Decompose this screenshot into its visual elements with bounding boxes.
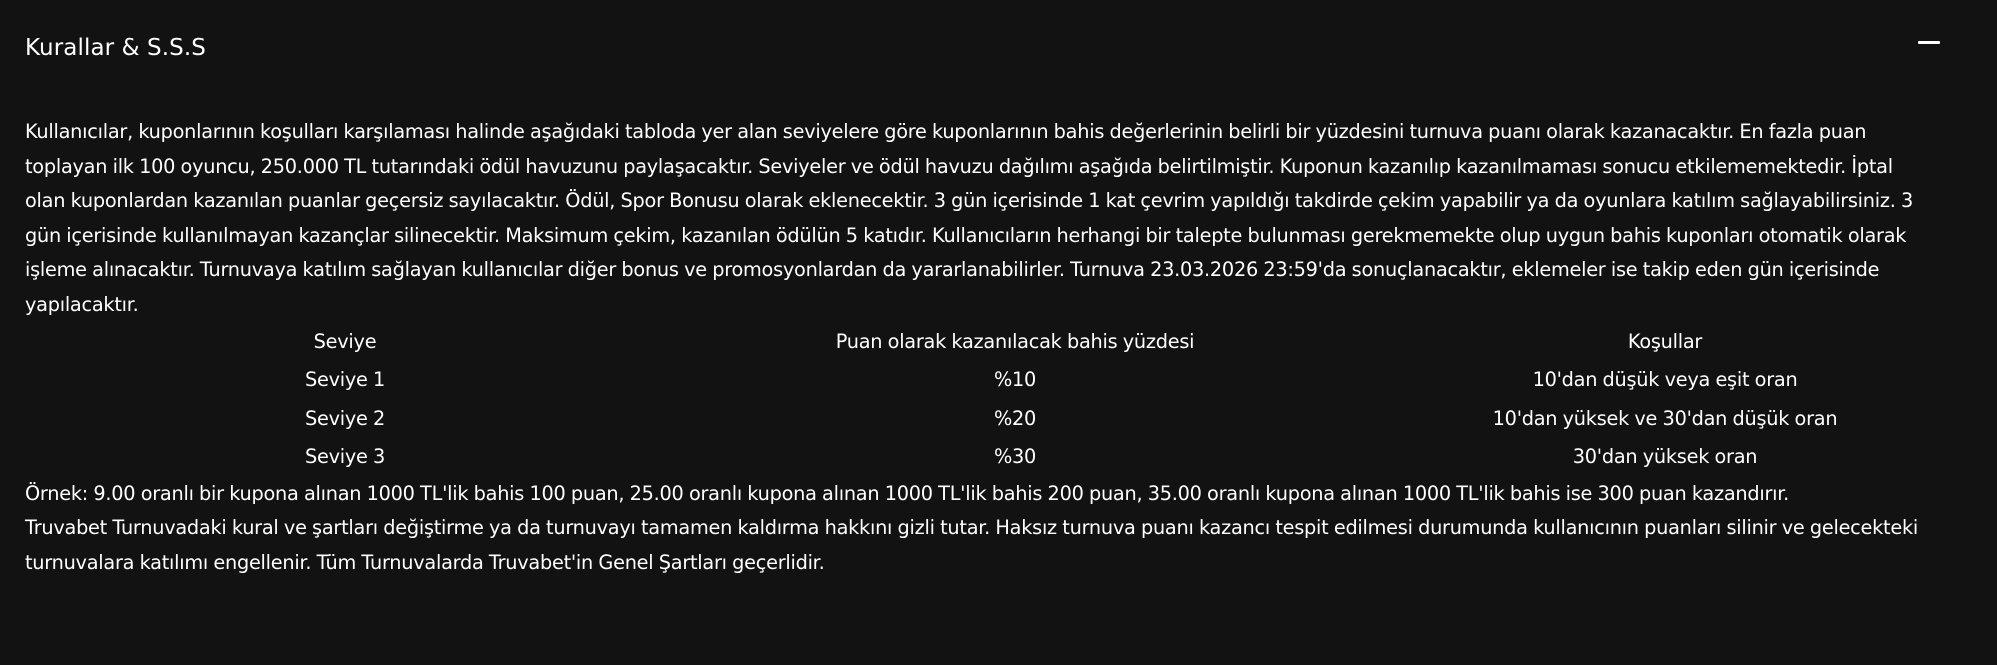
column-header-level: Seviye <box>313 329 377 353</box>
percentage-cell: %10 <box>993 368 1037 392</box>
conditions-cell: 30'dan yüksek oran <box>1572 445 1758 469</box>
level-cell: Seviye 1 <box>304 368 386 392</box>
rules-content <box>25 115 1930 580</box>
table-row <box>25 361 1965 400</box>
column-header-conditions: Koşullar <box>1627 329 1703 353</box>
percentage-cell: %20 <box>993 406 1037 430</box>
rules-intro-paragraph: Kullanıcılar, kuponlarının koşulları karşılaması halinde aşağıdaki tabloda yer alan seviyelere göre kuponlarının bahis değerlerinin belirli bir yüzdesini turnuva puanı olarak kazanacaktır. En fazla puan toplayan ilk 100 oyuncu, 250.000 TL tutarındaki ödül havuzunu paylaşacaktır. Seviyeler ve ödül havuzu dağılımı aşağıda belirtilmiştir. Kuponun kazanılıp kazanılmaması sonucu etkilememektedir. İptal olan kuponlardan kazanılan puanlar geçersiz sayılacaktır. Ödül, Spor Bonusu olarak eklenecektir. 3 gün içerisinde 1 kat çevrim yapıldığı takdirde çekim yapabilir ya da oyunlara katılım sağlayabilirsiniz. 3 gün içerisinde kullanılmayan kazançlar silinecektir. Maksimum çekim, kazanılan ödülün 5 katıdır. Kullanıcıların herhangi bir talepte bulunması gerekmemekte olup uygun bahis kuponları otomatik olarak işleme alınacaktır. Turnuvaya katılım sağlayan kullanıcılar diğer bonus ve promosyonlardan da yararlanabilirler. Turnuva 23.03.2026 23:59'da sonuçlanacaktır, eklemeler ise takip eden gün içerisinde yapılacaktır. <box>25 120 1914 316</box>
levels-table <box>25 323 1965 477</box>
percentage-cell: %30 <box>993 445 1037 469</box>
level-cell: Seviye 3 <box>304 445 386 469</box>
table-row <box>25 438 1965 477</box>
table-header-row <box>25 323 1965 362</box>
disclaimer-paragraph: Truvabet Turnuvadaki kural ve şartları değiştirme ya da turnuvayı tamamen kaldırma hakkını gizli tutar. Haksız turnuva puanı kazancı tespit edilmesi durumunda kullanıcının puanları silinir ve gelecekteki turnuvalara katılımı engellenir. Tüm Turnuvalarda Truvabet'in Genel Şartları geçerlidir. <box>25 516 1919 574</box>
conditions-cell: 10'dan düşük veya eşit oran <box>1532 368 1798 392</box>
accordion-header[interactable] <box>0 0 1997 96</box>
example-paragraph: Örnek: 9.00 oranlı bir kupona alınan 1000 TL'lik bahis 100 puan, 25.00 oranlı kupona alınan 1000 TL'lik bahis 200 puan, 35.00 oranlı kupona alınan 1000 TL'lik bahis ise 300 puan kazandırır. <box>25 481 1790 505</box>
table-row <box>25 400 1965 439</box>
collapse-button[interactable] <box>1914 28 1954 58</box>
level-cell: Seviye 2 <box>304 406 386 430</box>
column-header-percentage: Puan olarak kazanılacak bahis yüzdesi <box>835 329 1195 353</box>
section-title: Kurallar & S.S.S <box>25 35 206 61</box>
conditions-cell: 10'dan yüksek ve 30'dan düşük oran <box>1492 406 1838 430</box>
minus-icon <box>1918 41 1940 44</box>
